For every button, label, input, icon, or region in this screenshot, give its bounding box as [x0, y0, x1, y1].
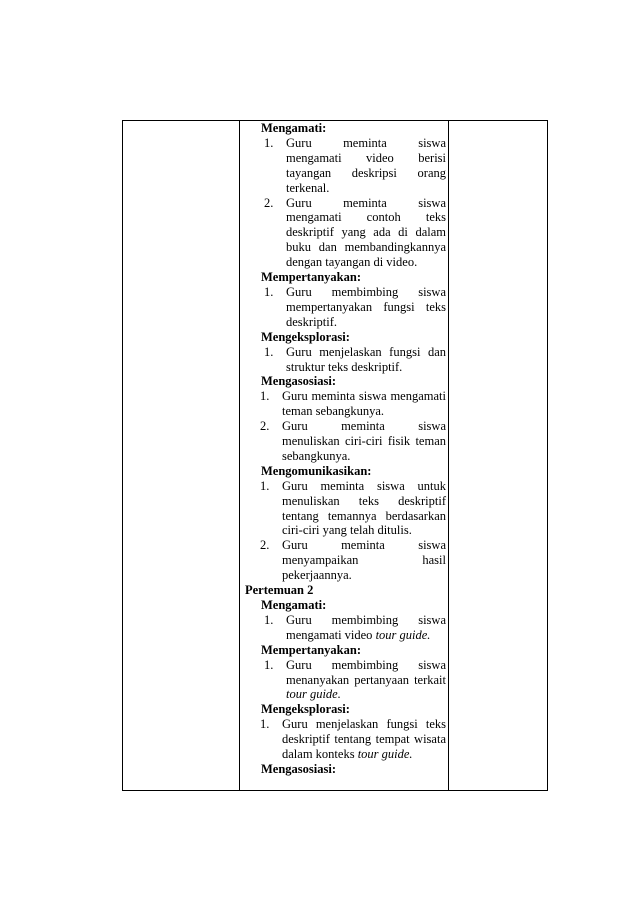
- item-number: 1.: [264, 135, 274, 150]
- list-item: [242, 196, 448, 271]
- meeting-2-title: Pertemuan 2: [245, 583, 314, 598]
- list-item: [242, 136, 448, 196]
- item-text: Guru meminta siswa untuk menuliskan teks deskriptif tentang temannya berdasarkan ciri-ciri yang telah ditulis.: [282, 478, 446, 538]
- list-item: [242, 419, 448, 464]
- item-text: Guru membimbing siswa mengamati video tour guide.: [286, 612, 446, 642]
- item-text: Guru membimbing siswa mempertanyakan fungsi teks deskriptif.: [286, 284, 446, 329]
- item-number: 1.: [264, 612, 274, 627]
- list-item: [242, 538, 448, 583]
- item-text: Guru meminta siswa menuliskan ciri-ciri fisik teman sebangkunya.: [282, 419, 446, 463]
- section-heading-mempertanyakan: Mempertanyakan:: [261, 270, 361, 285]
- item-text: Guru meminta siswa mengamati contoh teks deskriptif yang ada di dalam buku dan membandingkannya dengan tayangan di video.: [286, 195, 446, 270]
- section-heading-mengamati: Mengamati:: [261, 598, 327, 612]
- list-item: [242, 717, 448, 762]
- list-item: [242, 658, 448, 703]
- italic-term: tour guide.: [375, 627, 431, 642]
- italic-term: tour guide.: [286, 687, 341, 702]
- section-heading-mengasosiasi: Mengasosiasi:: [261, 761, 336, 776]
- item-number: 1.: [264, 344, 274, 359]
- section-heading-mengeksplorasi: Mengeksplorasi:: [261, 329, 350, 344]
- list-item: [242, 479, 448, 539]
- list-item: [242, 345, 448, 375]
- item-number: 1.: [260, 478, 270, 493]
- item-number: 2.: [260, 419, 270, 434]
- item-text: Guru menjelaskan fungsi dan struktur teks deskriptif.: [286, 344, 446, 374]
- item-number: 1.: [260, 717, 270, 732]
- section-heading-mengasosiasi: Mengasosiasi:: [261, 374, 336, 389]
- item-text: Guru membimbing siswa menanyakan pertanyaan terkait tour guide.: [286, 657, 446, 702]
- section-heading-mengomunikasikan: Mengomunikasikan:: [261, 463, 372, 478]
- item-text: Guru menjelaskan fungsi teks deskriptif tentang tempat wisata dalam konteks tour guide.: [282, 717, 446, 762]
- column-divider-left: [239, 121, 240, 790]
- item-text: Guru meminta siswa mengamati video berisi tayangan deskripsi orang terkenal.: [286, 135, 446, 195]
- list-item: [242, 389, 448, 419]
- item-number: 1.: [264, 657, 274, 672]
- item-text: Guru meminta siswa mengamati teman sebangkunya.: [282, 389, 446, 419]
- column-divider-right: [448, 121, 449, 790]
- section-heading-mengeksplorasi: Mengeksplorasi:: [261, 702, 350, 717]
- lesson-table: [122, 120, 548, 791]
- section-heading-mempertanyakan: Mempertanyakan:: [261, 642, 361, 657]
- italic-term: tour guide.: [357, 747, 413, 762]
- item-number: 1.: [260, 389, 270, 404]
- item-number: 2.: [260, 538, 270, 553]
- item-number: 2.: [264, 195, 274, 210]
- section-heading-mengamati: Mengamati:: [261, 121, 327, 135]
- list-item: [242, 613, 448, 643]
- item-number: 1.: [264, 284, 274, 299]
- item-text: Guru meminta siswa menyampaikan hasil pekerjaannya.: [282, 538, 446, 583]
- activities-cell: [242, 121, 448, 777]
- list-item: [242, 285, 448, 330]
